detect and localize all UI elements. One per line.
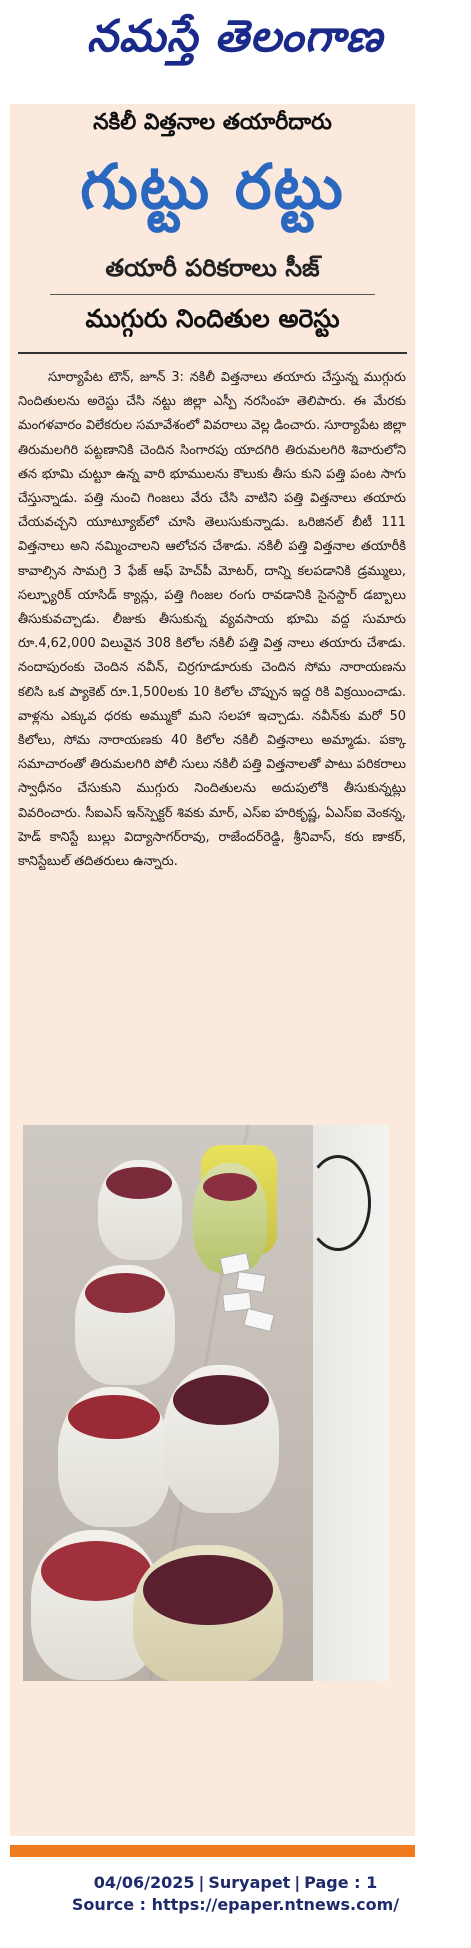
footer-source: Source : https://epaper.ntnews.com/ [71, 1895, 400, 1914]
headline-rule [18, 352, 407, 354]
seed-pile [143, 1555, 273, 1625]
seed-pile [68, 1395, 160, 1439]
article-subheadline-arrest: ముగ్గురు నిందితుల అరెస్టు [85, 304, 340, 333]
footer [0, 1872, 471, 1916]
footer-page: Page : 1 [304, 1873, 378, 1892]
seized-seeds-photo [23, 1125, 389, 1681]
article-headline: గుట్టు రట్టు [80, 150, 345, 223]
subhead-divider [50, 294, 375, 295]
footer-dateline: 04/06/2025 | Suryapet | Page : 1 [93, 1873, 378, 1892]
seed-pile [203, 1173, 257, 1201]
seed-pile [173, 1375, 269, 1425]
footer-bar [10, 1845, 415, 1857]
seed-pile [85, 1273, 165, 1313]
cable [305, 1155, 371, 1251]
article-kicker: నకిలీ విత్తనాల తయారీదారు [93, 110, 332, 135]
newspaper-logo: నమస్తే తెలంగాణ [86, 11, 384, 62]
footer-date: 04/06/2025 [93, 1873, 195, 1892]
article-body: సూర్యాపేట టౌన్, జూన్ 3: నకిలీ విత్తనాలు తయారు చేస్తున్న ముగ్గురు నిందితులను అరెస్టు చేసి నట్టు జిల్లా ఎస్పీ నరసింహ తెలిపారు. ఈ మేరకు మంగళవారం విలేకరుల సమావేశంలో వివరాలు వెల్ల డించారు. సూర్యాపేట జిల్లా తిరుమలగిరి పట్టణానికి చెందిన సింగారపు యాదగిరి తిరుమలగిరి శివారులోని తన భూమి చుట్టూ ఉన్న వారి భూములను కౌలుకు తీసు కుని పత్తి పంట సాగు చేస్తున్నాడు. పత్తి నుంచి గింజలు వేరు చేసి వాటిని పత్తి విత్తనాలు తయారు చేయవచ్చని యూట్యూబ్‌లో చూసి తెలుసుకున్నాడు. ఒరిజినల్ బీటీ 111 విత్తనాలు అని నమ్మించాలని ఆలోచన చేశాడు. నకిలీ పత్తి విత్తనాల తయారీకి కావాల్సిన సామగ్రి 3 ఫేజ్ ఆఫ్ హెచ్‌పీ మోటర్, దాన్ని కలపడానికి డ్రమ్ములు, సల్ఫ్యూరిక్ యాసిడ్ క్యాన్లు, పత్తి గింజల రంగు రావడానికి సైనస్టార్ డబ్బాలు తీసుకువచ్చాడు. లీజుకు తీసుకున్న వ్యవసాయ భూమి వద్ద సుమారు రూ.4,62,000 విలువైన 308 కిలోల నకిలీ పత్తి విత్త నాలు తయారు చేశాడు. నందాపురంకు చెందిన నవీన్, చిర్రగూడూరుకు చెందిన సోమ నారాయణను కలిసి ఒక ప్యాకెట్ రూ.1,500లకు 10 కిలోల చొప్పున ఇద్ద రికి విక్రయించాడు. వాళ్లను ఎక్కువ ధరకు అమ్ముకో మని సలహా ఇచ్చాడు. నవీన్‌కు మరో 50 కిలోలు, సోమ నారాయణకు 40 కిలోల నకిలీ విత్తనాలు అమ్మాడు. పక్కా సమాచారంతో తిరుమలగిరి పోలీ సులు నకిలీ పత్తి విత్తనాలతో పాటు పరికరాలు స్వాధీనం చేసుకుని ముగ్గురు నిందితులను అదుపులోకి తీసుకున్నట్లు వివరించారు. సీఐఎస్ ఇన్‌స్పెక్టర్ శివకు మార్, ఎస్ఐ హరికృష్ణ, ఏఎస్ఐ వెంకన్న, హెడ్ కానిస్టే బుల్లు విద్యాసాగర్‌రావు, రాజేందర్‌రెడ్డి, శ్రీనివాస్, కరు ణాకర్, కానిస్టేబుల్ తదితరులు ఉన్నారు. [18, 370, 406, 870]
footer-edition: Suryapet [208, 1873, 291, 1892]
article-subheadline-seizure: తయారీ పరికరాలు సీజ్ [105, 254, 320, 282]
masthead [0, 0, 471, 90]
seed-packet [236, 1271, 266, 1293]
seed-pile [106, 1167, 172, 1199]
